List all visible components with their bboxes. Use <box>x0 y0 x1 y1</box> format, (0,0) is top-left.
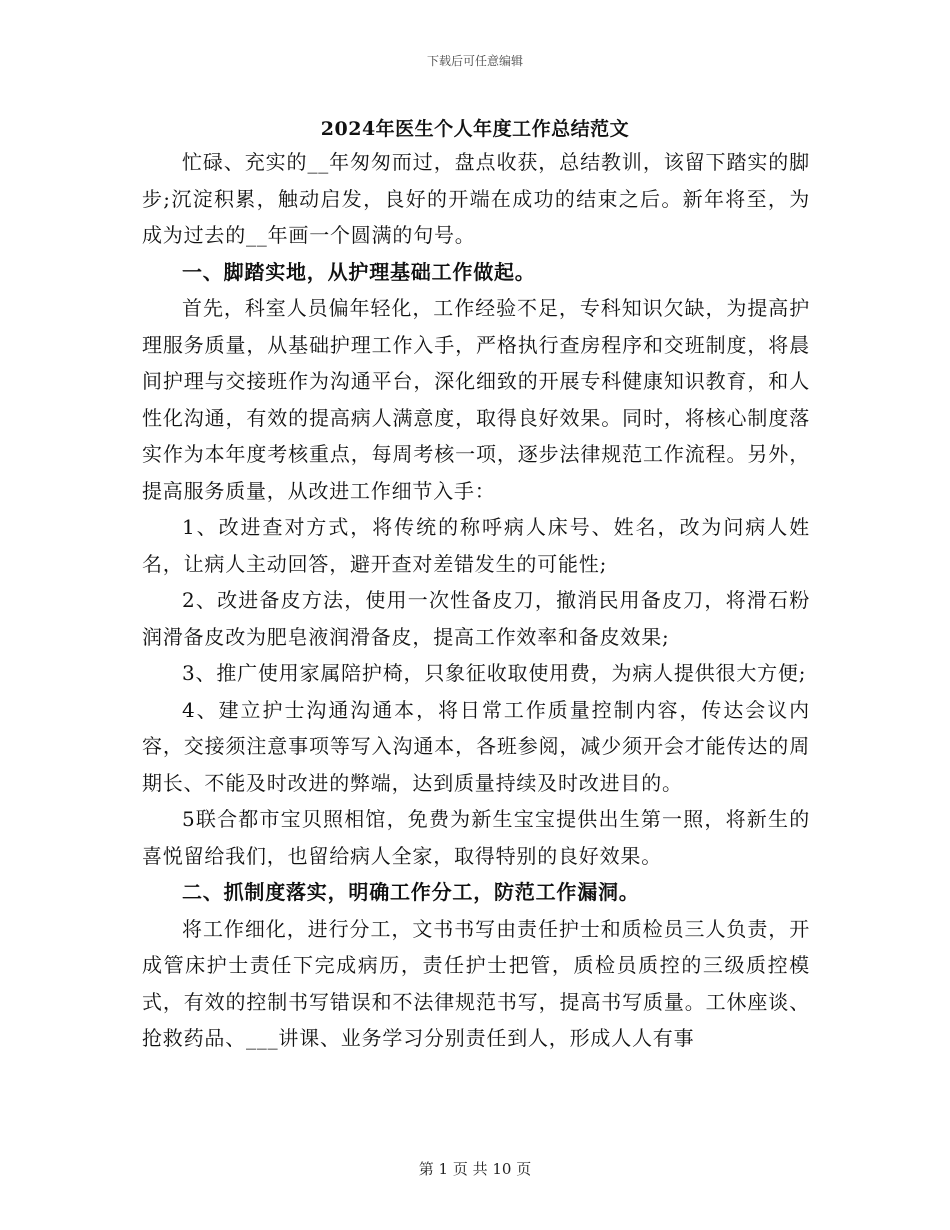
list-item-2: 2、改进备皮方法，使用一次性备皮刀，撤消民用备皮刀，将滑石粉润滑备皮改为肥皂液润滑备皮，提高工作效率和备皮效果; <box>142 588 810 649</box>
paragraph-section2-body: 将工作细化，进行分工，文书书写由责任护士和质检员三人负责，开成管床护士责任下完成病历，责任护士把管，质检员质控的三级质控模式，有效的控制书写错误和不法律规范书写，提高书写质量。工休座谈、抢救药品、___讲课、业务学习分别责任到人，形成人人有事 <box>142 916 810 1050</box>
document-title: 2024年医生个人年度工作总结范文 <box>320 118 630 140</box>
list-item-1: 1、改进查对方式，将传统的称呼病人床号、姓名，改为问病人姓名，让病人主动回答，避开查对差错发生的可能性; <box>142 515 810 576</box>
section-heading-2: 二、抓制度落实，明确工作分工，防范工作漏洞。 <box>182 880 640 904</box>
document-body <box>142 144 810 1057</box>
list-item-4: 4、建立护士沟通沟通本，将日常工作质量控制内容，传达会议内容，交接须注意事项等写入沟通本，各班参阅，减少须开会才能传达的周期长、不能及时改进的弊端，达到质量持续及时改进目的。 <box>142 697 810 795</box>
page-number-footer: 第 1 页 共 10 页 <box>418 1160 532 1178</box>
list-item-5: 5联合都市宝贝照相馆，免费为新生宝宝提供出生第一照，将新生的喜悦留给我们，也留给病人全家，取得特别的良好效果。 <box>142 807 810 868</box>
paragraph-intro: 忙碌、充实的__年匆匆而过，盘点收获，总结教训，该留下踏实的脚步;沉淀积累，触动启发，良好的开端在成功的结束之后。新年将至，为成为过去的__年画一个圆满的句号。 <box>142 150 810 247</box>
paragraph-section1-body: 首先，科室人员偏年轻化，工作经验不足，专科知识欠缺，为提高护理服务质量，从基础护理工作入手，严格执行查房程序和交班制度，将晨间护理与交接班作为沟通平台，深化细致的开展专科健康知识教育，和人性化沟通，有效的提高病人满意度，取得良好效果。同时，将核心制度落实作为本年度考核重点，每周考核一项，逐步法律规范工作流程。另外，提高服务质量，从改进工作细节入手： <box>142 296 810 503</box>
section-heading-1: 一、脚踏实地，从护理基础工作做起。 <box>182 259 536 284</box>
header-note: 下载后可任意编辑 <box>426 54 523 68</box>
list-item-3: 3、推广使用家属陪护椅，只象征收取使用费，为病人提供很大方便; <box>182 661 807 685</box>
